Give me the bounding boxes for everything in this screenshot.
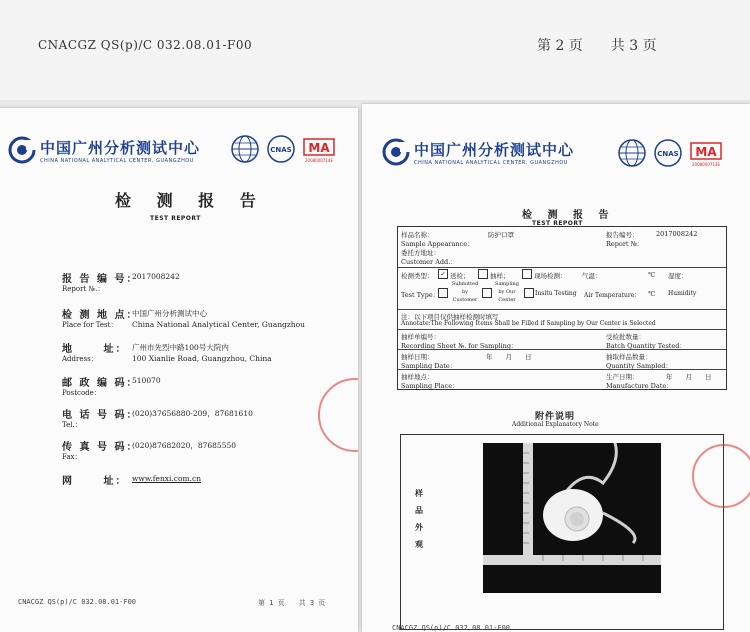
label-mfg-date-cn: 生产日期： — [606, 373, 639, 381]
label-sample-name: 样品名称： — [401, 231, 434, 239]
opt-insitu-en: Insitu Testing — [535, 290, 577, 297]
checkbox-insitu-en — [524, 288, 534, 298]
label-sampling-place-cn: 抽样地点： — [401, 373, 434, 381]
opt-submitted-cn: 送检； — [450, 272, 470, 280]
sampling-place-row — [398, 369, 726, 390]
label-sampling-no-cn: 抽样单编号： — [401, 333, 440, 341]
label-customer-en: Customer Add.： — [401, 258, 457, 266]
svg-text:2008000714E: 2008000714E — [692, 162, 720, 167]
svg-text:CNAS: CNAS — [270, 146, 292, 154]
annex-title-cn: 附件说明 — [535, 412, 576, 422]
label-report-no: 报告编号： — [606, 231, 639, 239]
header-doc-code: CNACGZ QS(p)/C 032.08.01-F00 — [38, 38, 253, 52]
org-logo — [8, 136, 200, 164]
svg-text:2008000714E: 2008000714E — [305, 158, 333, 163]
face-mask-photo-icon — [483, 443, 661, 593]
org-emblem-icon — [8, 136, 36, 164]
sample-info-table — [397, 226, 727, 390]
checkbox-submitted-en — [438, 288, 448, 298]
checkbox-insitu — [522, 269, 532, 279]
org-logo-right — [382, 138, 574, 166]
temp-unit-en: ℃ — [648, 290, 656, 298]
left-footer-code: CNACGZ QS(p)/C 032.08.01-F00 — [18, 598, 137, 606]
note-en: Annotate:The Following Items Shall be Filled if Sampling by Our Center is Selected — [401, 320, 656, 327]
svg-text:MA: MA — [308, 141, 330, 155]
opt-submitted-en: Submitted by Customer — [451, 281, 479, 303]
label-mfg-date-en: Manufacture Date： — [606, 382, 673, 390]
previous-page-strip — [0, 0, 750, 100]
checkbox-sampling-en — [482, 288, 492, 298]
mfg-date-units: 年 月 日 — [666, 373, 712, 381]
annex-title-en: Additional Explanatory Note — [512, 421, 599, 428]
report-title-en: TEST REPORT — [532, 220, 583, 227]
label-sampling-date-en: Sampling Date： — [401, 362, 457, 370]
sample-photo — [483, 443, 661, 593]
label-customer-cn: 委托方地址： — [401, 249, 440, 257]
svg-text:CNAS: CNAS — [657, 150, 679, 158]
sample-appearance-label: 样品外观 — [415, 488, 423, 549]
annotation-row — [398, 309, 726, 330]
label-report-no-en: Report №： — [606, 240, 644, 248]
accreditation-badges — [230, 134, 336, 164]
label-temp-cn: 气温： — [582, 272, 602, 280]
value-report-no: 2017008242 — [656, 230, 698, 238]
label-batch-qty-en: Batch Quantity Tested： — [606, 342, 686, 350]
sampling-no-row — [398, 329, 726, 350]
report-title-cn: 检 测 报 告 — [115, 191, 266, 210]
checkbox-sampling — [478, 269, 488, 279]
label-sampling-date-cn: 抽样日期： — [401, 353, 434, 361]
official-seal-stamp — [318, 378, 358, 452]
label-test-type-en: Test Type： — [401, 291, 440, 299]
sampling-date-units: 年 月 日 — [486, 353, 532, 361]
accreditation-badges-right — [617, 138, 723, 168]
globe-seal-icon — [230, 134, 260, 164]
checkbox-submitted: ✓ — [438, 269, 448, 279]
cnas-icon — [266, 134, 296, 164]
opt-sampling-cn: 抽样； — [490, 272, 510, 280]
label-test-type-cn: 检测类型： — [401, 272, 434, 280]
report-cover-page: 中国广州分析测试中心 CHINA NATIONAL ANALYTICAL CENTER, GUANGZHOU CNAS MA 2008000714E 检 测 报 告 TEST REPORT 报 告 编 号： Report №.： 2017008242 检 测 地 点： Place for Test： 中国广州分析测试中心 China National Analytical Center, Guangzhou 地 址： Address： 广州市先烈中路100号大院内 100 Xianlie Road, Guangzhou, China 邮 政 编 码： Postcode： 510070 电 话 号 码： Tel.： (020)37656880-209，87681610 传 真 号 码： Fax： (020)87682020，87685550 网 址： www.fenxi.com.cn CNACGZ QS(p)/C 032.08.01-F00 第 1 页 共 3 页 — [0, 108, 358, 632]
cnas-icon — [653, 138, 683, 168]
label-humidity-en: Humidity — [668, 290, 697, 297]
opt-sampling-en: Sampling by Our Center — [495, 281, 519, 303]
left-footer-page: 第 1 页 共 3 页 — [258, 599, 326, 607]
opt-insitu-cn: 现场检测： — [534, 272, 567, 280]
label-air-temp-en: Air Temperature： — [584, 292, 641, 299]
org-emblem-icon — [382, 138, 410, 166]
org-name-cn: 中国广州分析测试中心 — [414, 140, 575, 159]
label-sample-appearance: Sample Appearance： — [401, 240, 474, 248]
org-name-en: CHINA NATIONAL ANALYTICAL CENTER, GUANGZHOU — [40, 157, 194, 164]
sample-photo-box — [400, 434, 724, 630]
temp-unit: ℃ — [648, 271, 656, 279]
svg-text:MA: MA — [695, 145, 717, 159]
test-type-row — [398, 267, 726, 308]
label-humidity-cn: 湿度： — [668, 272, 688, 280]
ma-icon — [302, 134, 336, 164]
value-sample-name: 防护口罩 — [488, 231, 514, 239]
label-batch-qty-cn: 受检批数量： — [606, 333, 645, 341]
ma-icon — [689, 138, 723, 168]
label-sample-qty-en: Quantity Sampled： — [606, 362, 672, 370]
label-sampling-place-en: Sampling Place： — [401, 382, 459, 390]
globe-seal-icon — [617, 138, 647, 168]
sampling-date-row — [398, 349, 726, 370]
right-footer-code: CNACGZ QS(p)/C 032.08.01-F00 — [392, 624, 511, 632]
report-title-cn: 检 测 报 告 — [522, 210, 615, 221]
label-sampling-no-en: Recording Sheet №. for Sampling： — [401, 342, 518, 350]
org-name-cn: 中国广州分析测试中心 — [40, 138, 201, 157]
note-cn: 注：以下项目仅供抽样检测时填写 — [401, 313, 499, 321]
official-seal-stamp-right — [692, 444, 750, 508]
header-page-number: 第 2 页 共 3 页 — [537, 38, 657, 54]
label-sample-qty-cn: 抽取样品数量： — [606, 353, 652, 361]
report-title-en: TEST REPORT — [150, 215, 201, 222]
org-name-en: CHINA NATIONAL ANALYTICAL CENTER, GUANGZHOU — [414, 159, 568, 166]
report-data-page — [362, 104, 750, 632]
